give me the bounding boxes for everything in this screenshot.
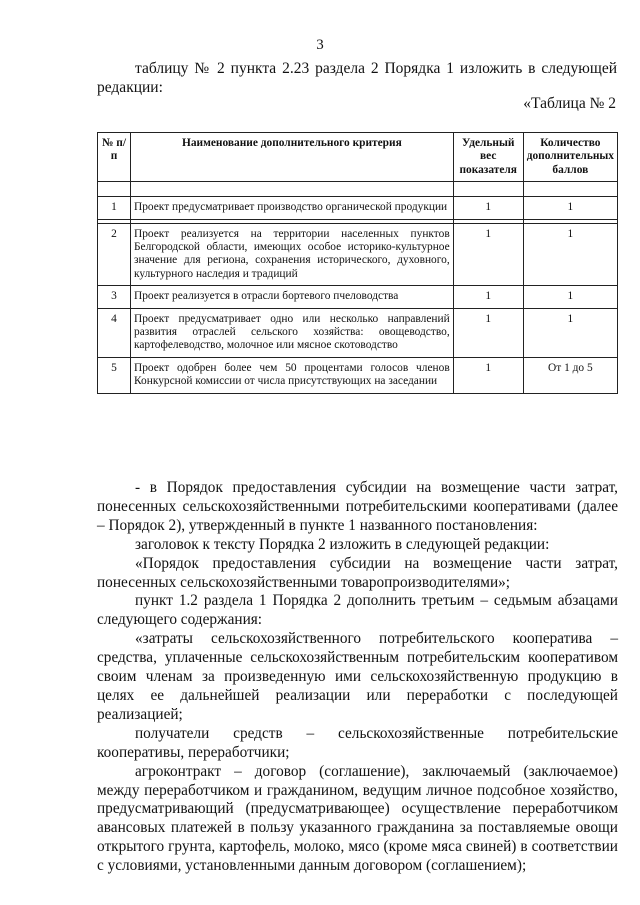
table-row — [98, 223, 618, 286]
row-weight: 1 — [453, 197, 523, 219]
table-row — [98, 197, 618, 219]
row-name: Проект предусматривает одно или несколько направлений развития отраслей сельского хозяйства: овощеводство, картофелеводство, молочное или мясное скотоводство — [131, 308, 454, 357]
paragraph: пункт 1.2 раздела 1 Порядка 2 дополнить третьим – седьмым абзацами следующего содержания: — [97, 592, 618, 629]
paragraph: «Порядок предоставления субсидии на возмещение части затрат, понесенных сельскохозяйственными товаропроизводителями»; — [97, 554, 618, 591]
row-weight: 1 — [453, 308, 523, 357]
row-name: Проект реализуется на территории населенных пунктов Белгородской области, имеющих особое историко-культурное значение для региона, сохранения исторического, духовного, культурного наследия и традиций — [131, 223, 454, 286]
row-points: 1 — [523, 197, 617, 219]
row-points: 1 — [523, 223, 617, 286]
header-weight: Удельный вес показателя — [453, 133, 523, 182]
row-name: Проект предусматривает производство органической продукции — [131, 197, 454, 219]
page-number: 3 — [316, 37, 324, 53]
row-points: 1 — [523, 286, 617, 308]
table-row — [98, 308, 618, 357]
row-num: 4 — [98, 308, 131, 357]
table-row — [98, 286, 618, 308]
paragraph: «затраты сельскохозяйственного потребительского кооператива – средства, уплаченные сельскохозяйственным потребительским кооперативом своим членам за произведенную ими сельскохозяйственную продукцию в целях ее дальнейшей реализации или переработки с последующей реализацией; — [97, 630, 618, 723]
header-name: Наименование дополнительного критерия — [131, 133, 454, 182]
row-weight: 1 — [453, 286, 523, 308]
row-weight: 1 — [453, 223, 523, 286]
intro-paragraph: таблицу № 2 пункта 2.23 раздела 2 Порядка 1 изложить в следующей редакции: — [97, 60, 617, 96]
row-weight: 1 — [453, 357, 523, 393]
body-text — [97, 479, 618, 876]
row-points: От 1 до 5 — [523, 357, 617, 393]
paragraph: агроконтракт – договор (соглашение), заключаемый (заключаемое) между переработчиком и гражданином, ведущим личное подсобное хозяйство, предусматривающий (предусматривающее) осуществление переработчиком авансовых платежей в пользу указанного гражданина за поставляемые овощи открытого грунта, картофель, молоко, мясо (кроме мяса свиней) в соответствии с условиями, установленными данным договором (соглашением); — [97, 762, 618, 875]
row-name: Проект реализуется в отрасли бортевого пчеловодства — [131, 286, 454, 308]
criteria-table — [97, 132, 618, 394]
table-header-row — [98, 133, 618, 182]
header-points: Количество дополнительных баллов — [523, 133, 617, 182]
row-num: 3 — [98, 286, 131, 308]
paragraph: получатели средств – сельскохозяйственные потребительские кооперативы, переработчики; — [97, 724, 618, 761]
table-caption: «Таблица № 2 — [523, 95, 616, 112]
row-num: 5 — [98, 357, 131, 393]
table-row — [98, 357, 618, 393]
paragraph: заголовок к тексту Порядка 2 изложить в следующей редакции: — [135, 535, 550, 553]
header-num: № п/п — [98, 133, 131, 182]
row-num: 1 — [98, 197, 131, 219]
paragraph: - в Порядок предоставления субсидии на возмещение части затрат, понесенных сельскохозяйственными потребительскими кооперативами (далее – Порядок 2), утвержденный в пункте 1 названного постановления: — [97, 479, 618, 534]
row-num: 2 — [98, 223, 131, 286]
row-name: Проект одобрен более чем 50 процентами голосов членов Конкурсной комиссии от числа присутствующих на заседании — [131, 357, 454, 393]
row-points: 1 — [523, 308, 617, 357]
